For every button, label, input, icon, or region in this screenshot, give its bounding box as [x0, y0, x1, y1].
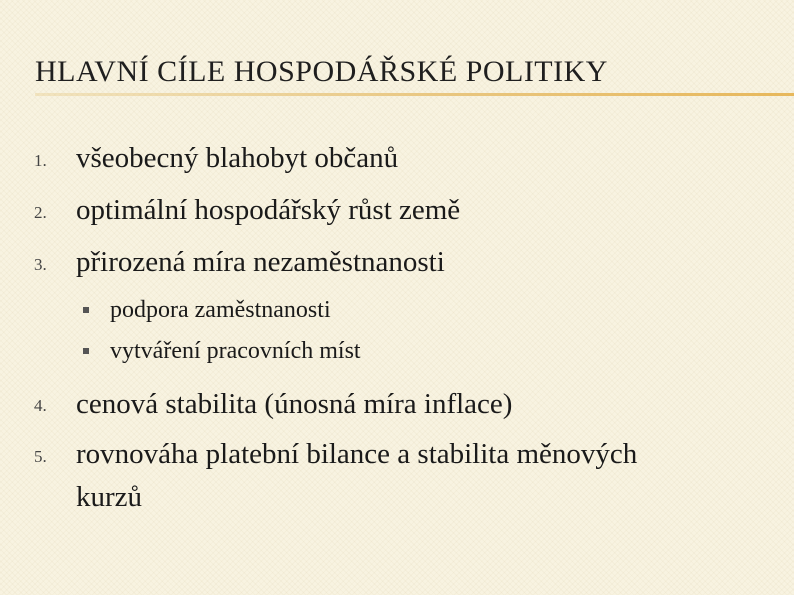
list-number-1: 1.: [34, 151, 47, 170]
slide-title: HLAVNÍ CÍLE HOSPODÁŘSKÉ POLITIKY: [35, 55, 608, 88]
list-item-5: rovnováha platební bilance a stabilita měnových: [76, 438, 638, 470]
title-underline: [35, 93, 794, 96]
list-item-3: přirozená míra nezaměstnanosti: [76, 246, 445, 278]
list-number-3: 3.: [34, 255, 47, 274]
square-bullet-icon: [83, 348, 89, 354]
list-number-5: 5.: [34, 447, 47, 466]
square-bullet-icon: [83, 307, 89, 313]
list-number-4: 4.: [34, 396, 47, 415]
list-item-1: všeobecný blahobyt občanů: [76, 142, 399, 174]
list-item-2: optimální hospodářský růst země: [76, 194, 461, 226]
sub-list-item-1: podpora zaměstnanosti: [110, 297, 331, 323]
list-item-4: cenová stabilita (únosná míra inflace): [76, 388, 513, 420]
list-item-5-continuation: kurzů: [76, 481, 143, 513]
sub-list-item-2: vytváření pracovních míst: [110, 338, 361, 364]
list-number-2: 2.: [34, 203, 47, 222]
